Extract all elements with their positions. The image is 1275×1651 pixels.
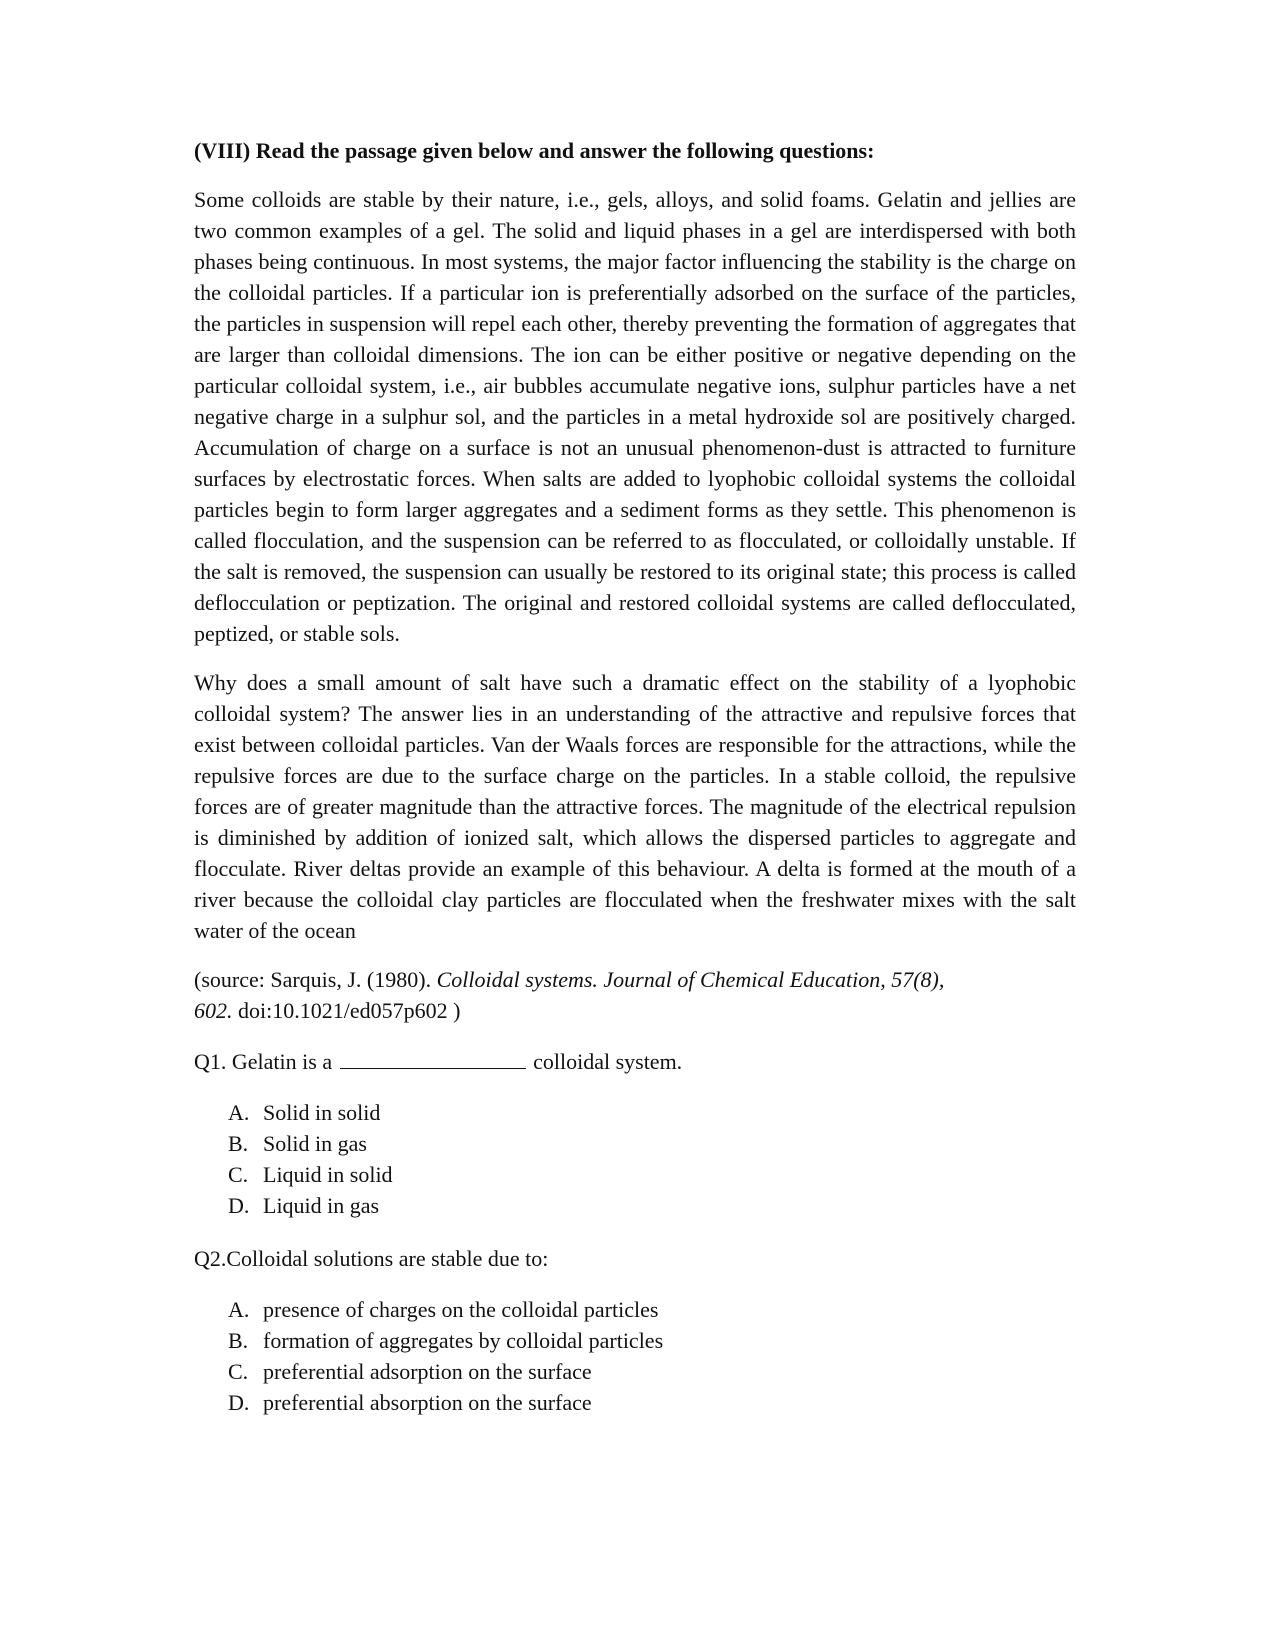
option-letter: B.: [228, 1328, 249, 1353]
option-text: Solid in gas: [263, 1131, 367, 1156]
option-text: Liquid in solid: [263, 1162, 393, 1187]
option-item: [228, 1356, 1076, 1387]
option-letter: C.: [228, 1359, 249, 1384]
option-letter: D.: [228, 1390, 250, 1415]
question-1-text: Q1. Gelatin is a: [194, 1049, 333, 1074]
option-letter: D.: [228, 1193, 250, 1218]
source-prefix: (source: Sarquis, J. (1980).: [194, 967, 437, 992]
option-item: [228, 1159, 1076, 1190]
option-letter: C.: [228, 1162, 249, 1187]
source-pages: 602.: [194, 998, 233, 1023]
question-1-text-end: colloidal system.: [533, 1049, 683, 1074]
answer-blank: [340, 1048, 526, 1069]
option-letter: A.: [228, 1100, 250, 1125]
option-letter: B.: [228, 1131, 249, 1156]
question-1-options: [194, 1097, 1076, 1221]
passage-paragraph-2: Why does a small amount of salt have such a dramatic effect on the stability of a lyophobic colloidal system? The answer lies in an understanding of the attractive and repulsive forces that exist between colloidal particles. Van der Waals forces are responsible for the attractions, while the repulsive forces are due to the surface charge on the particles. In a stable colloid, the repulsive forces are of greater magnitude than the attractive forces. The magnitude of the electrical repulsion is diminished by addition of ionized salt, which allows the dispersed particles to aggregate and flocculate. River deltas provide an example of this behaviour. A delta is formed at the mouth of a river because the colloidal clay particles are flocculated when the freshwater mixes with the salt water of the ocean: [194, 670, 1076, 943]
option-text: preferential adsorption on the surface: [263, 1359, 592, 1384]
option-item: [228, 1097, 1076, 1128]
source-doi: doi:10.1021/ed057p602 ): [232, 998, 461, 1023]
question-2: Q2.Colloidal solutions are stable due to:: [194, 1246, 549, 1271]
document-page: [194, 136, 1076, 1440]
option-letter: A.: [228, 1297, 250, 1322]
option-item: [228, 1294, 1076, 1325]
source-citation: [194, 964, 1076, 1026]
option-text: preferential absorption on the surface: [263, 1390, 592, 1415]
option-item: [228, 1387, 1076, 1418]
option-item: [228, 1128, 1076, 1159]
option-text: Solid in solid: [263, 1100, 381, 1125]
option-item: [228, 1325, 1076, 1356]
passage-paragraph-1: Some colloids are stable by their nature, i.e., gels, alloys, and solid foams. Gelatin and jellies are two common examples of a gel. The solid and liquid phases in a gel are interdispersed with both phases being continuous. In most systems, the major factor influencing the stability is the charge on the colloidal particles. If a particular ion is preferentially adsorbed on the surface of the particles, the particles in suspension will repel each other, thereby preventing the formation of aggregates that are larger than colloidal dimensions. The ion can be either positive or negative depending on the particular colloidal system, i.e., air bubbles accumulate negative ions, sulphur particles have a net negative charge in a sulphur sol, and the particles in a metal hydroxide sol are positively charged. Accumulation of charge on a surface is not an unusual phenomenon-dust is attracted to furniture surfaces by electrostatic forces. When salts are added to lyophobic colloidal systems the colloidal particles begin to form larger aggregates and a sediment forms as they settle. This phenomenon is called flocculation, and the suspension can be referred to as flocculated, or colloidally unstable. If the salt is removed, the suspension can usually be restored to its original state; this process is called deflocculation or peptization. The original and restored colloidal systems are called deflocculated, peptized, or stable sols.: [194, 187, 1076, 646]
source-title: Colloidal systems. Journal of Chemical Education, 57(8),: [436, 967, 945, 992]
section-heading: (VIII) Read the passage given below and answer the following questions:: [194, 138, 875, 163]
option-text: presence of charges on the colloidal particles: [263, 1297, 659, 1322]
question-2-options: [194, 1294, 1076, 1418]
option-text: Liquid in gas: [263, 1193, 380, 1218]
option-text: formation of aggregates by colloidal particles: [263, 1328, 664, 1353]
question-1: [194, 1046, 1076, 1077]
option-item: [228, 1190, 1076, 1221]
